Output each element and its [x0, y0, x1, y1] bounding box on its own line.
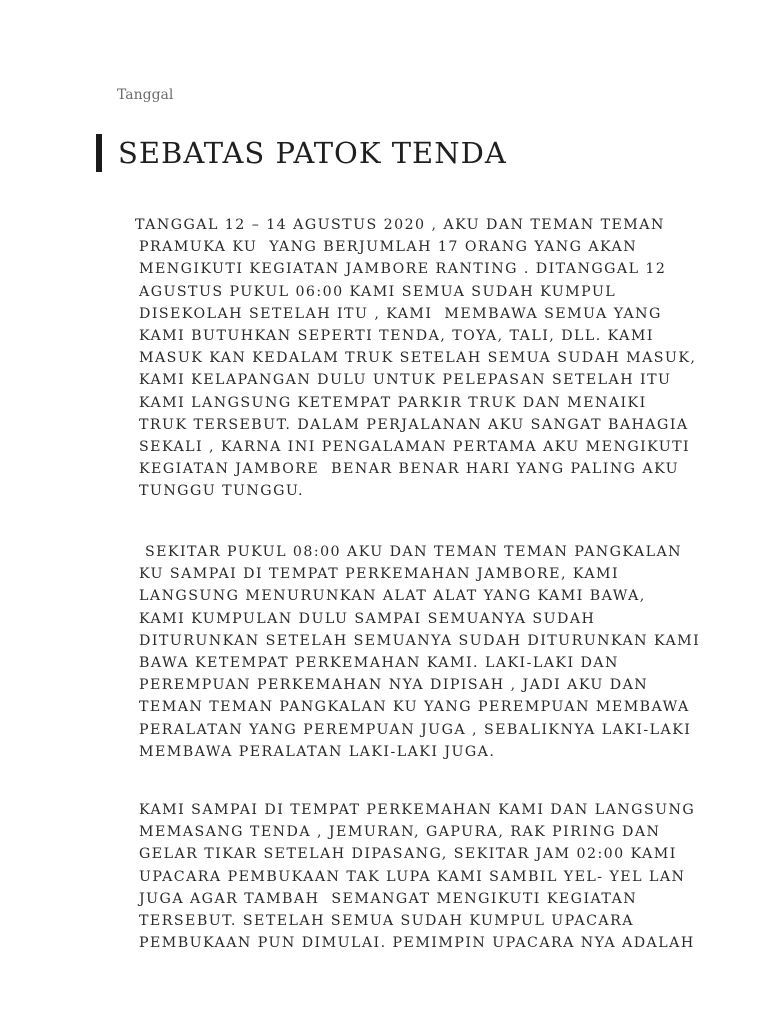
paragraph-line: MEMASANG TENDA , JEMURAN, GAPURA, RAK PIRING DAN — [139, 824, 661, 841]
paragraph-line: BAWA KETEMPAT PERKEMAHAN KAMI. LAKI-LAKI DAN — [139, 655, 619, 672]
paragraph-line: SEKITAR PUKUL 08:00 AKU DAN TEMAN TEMAN PANGKALAN — [139, 544, 683, 560]
paragraph-line: LANGSUNG MENURUNKAN ALAT ALAT YANG KAMI BAWA, — [139, 588, 646, 605]
paragraph-line: PRAMUKA KU YANG BERJUMLAH 17 ORANG YANG AKAN — [139, 239, 638, 256]
title-accent-bar — [96, 134, 102, 172]
paragraph-line: MASUK KAN KEDALAM TRUK SETELAH SEMUA SUDAH MASUK, — [139, 350, 697, 367]
paragraph-line: GELAR TIKAR SETELAH DIPASANG, SEKITAR JAM 02:00 KAMI — [139, 846, 677, 863]
paragraph-line: SEKALI , KARNA INI PENGALAMAN PERTAMA AKU MENGIKUTI — [139, 439, 691, 456]
paragraph-line: UPACARA PEMBUKAAN TAK LUPA KAMI SAMBIL YEL- YEL LAN — [139, 868, 686, 885]
paragraph-line: MENGIKUTI KEGIATAN JAMBORE RANTING . DITANGGAL 12 — [139, 261, 667, 278]
paragraph-line: TERSEBUT. SETELAH SEMUA SUDAH KUMPUL UPACARA — [139, 913, 634, 930]
paragraph-line: KAMI LANGSUNG KETEMPAT PARKIR TRUK DAN MENAIKI — [139, 394, 647, 411]
paragraph-line: KEGIATAN JAMBORE BENAR BENAR HARI YANG PALING AKU — [139, 461, 680, 478]
paragraph-3 — [139, 799, 696, 954]
paragraph-line: DITURUNKAN SETELAH SEMUANYA SUDAH DITURUNKAN KAMI — [139, 632, 701, 649]
paragraph-line: TEMAN TEMAN PANGKALAN KU YANG PEREMPUAN MEMBAWA — [139, 699, 690, 716]
paragraph-line: KAMI KELAPANGAN DULU UNTUK PELEPASAN SETELAH ITU — [139, 372, 672, 389]
paragraph-line: PEREMPUAN PERKEMAHAN NYA DIPISAH , JADI AKU DAN — [139, 677, 649, 694]
paragraph-line: MEMBAWA PERALATAN LAKI-LAKI JUGA. — [139, 743, 496, 760]
paragraph-1 — [135, 214, 697, 503]
paragraph-line: PEMBUKAAN PUN DIMULAI. PEMIMPIN UPACARA NYA ADALAH — [139, 935, 695, 952]
paragraph-line: TUNGGU TUNGGU. — [139, 483, 304, 500]
paragraph-line: DISEKOLAH SETELAH ITU , KAMI MEMBAWA SEMUA YANG — [139, 305, 662, 322]
paragraph-line: TANGGAL 12 – 14 AGUSTUS 2020 , AKU DAN TEMAN TEMAN — [135, 217, 665, 233]
paragraph-line: AGUSTUS PUKUL 06:00 KAMI SEMUA SUDAH KUMPUL — [139, 283, 617, 300]
paragraph-line: PERALATAN YANG PEREMPUAN JUGA , SEBALIKNYA LAKI-LAKI — [139, 721, 692, 738]
paragraph-line: TRUK TERSEBUT. DALAM PERJALANAN AKU SANGAT BAHAGIA — [139, 416, 689, 433]
title-block — [96, 133, 507, 173]
paragraph-2 — [139, 541, 701, 763]
date-label: Tanggal — [117, 87, 174, 103]
paragraph-line: KAMI SAMPAI DI TEMPAT PERKEMAHAN KAMI DAN LANGSUNG — [139, 802, 696, 818]
paragraph-line: KU SAMPAI DI TEMPAT PERKEMAHAN JAMBORE, KAMI — [139, 566, 620, 583]
paragraph-line: KAMI BUTUHKAN SEPERTI TENDA, TOYA, TALI, DLL. KAMI — [139, 328, 654, 345]
page-title: SEBATAS PATOK TENDA — [118, 136, 507, 170]
paragraph-line: KAMI KUMPULAN DULU SAMPAI SEMUANYA SUDAH — [139, 610, 596, 627]
paragraph-line: JUGA AGAR TAMBAH SEMANGAT MENGIKUTI KEGIATAN — [139, 890, 638, 907]
